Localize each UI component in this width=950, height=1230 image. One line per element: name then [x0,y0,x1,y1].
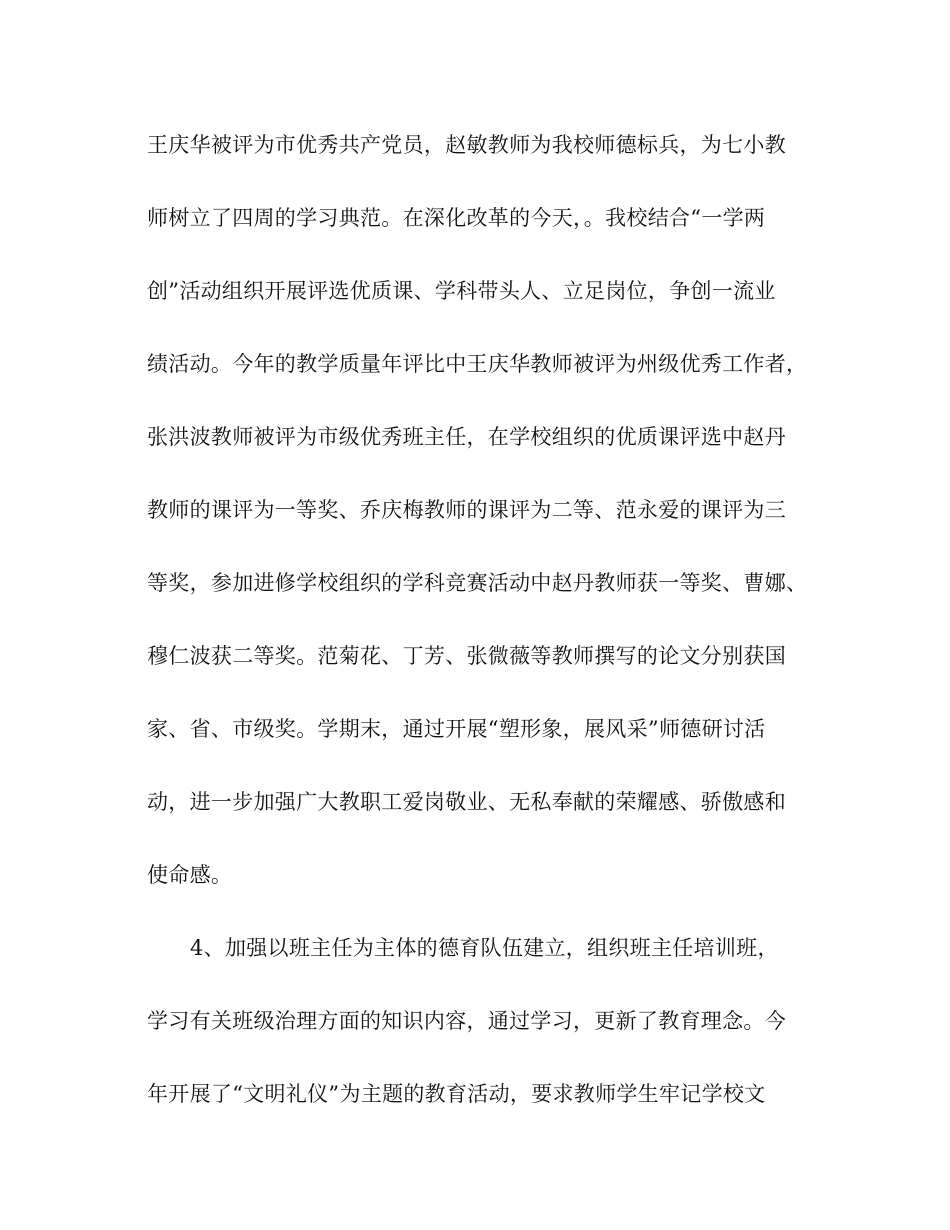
paragraph-line-10: 动，进一步加强广大教职工爱岗敬业、无私奉献的荣耀感、骄傲感和 [147,790,786,814]
paragraph-line-8: 穆仁波获二等奖。范菊花、丁芳、张微薇等教师撰写的论文分别获国 [147,644,786,668]
paragraph-line-9: 家、省、市级奖。学期末，通过开展“塑形象，展风采”师德研讨活 [147,717,766,741]
paragraph-line-13: 学习有关班级治理方面的知识内容，通过学习，更新了教育理念。今 [147,1009,786,1033]
paragraph-line-1: 王庆华被评为市优秀共产党员，赵敏教师为我校师德标兵，为七小教 [147,133,786,157]
paragraph-line-3: 创”活动组织开展评选优质课、学科带头人、立足岗位，争创一流业 [147,279,776,303]
paragraph-line-6: 教师的课评为一等奖、乔庆梅教师的课评为二等、范永爱的课评为三 [147,498,786,522]
paragraph-line-4: 绩活动。今年的教学质量年评比中王庆华教师被评为州级优秀工作者， [147,352,808,376]
paragraph-line-14: 年开展了“文明礼仪”为主题的教育活动，要求教师学生牢记学校文 [147,1082,766,1106]
paragraph-line-11: 使命感。 [147,863,233,887]
paragraph-line-2: 师树立了四周的学习典范。在深化改革的今天，。我校结合“一学两 [147,206,766,230]
paragraph-line-7: 等奖，参加进修学校组织的学科竞赛活动中赵丹教师获一等奖、曹娜、 [147,571,808,595]
paragraph-line-12: 4、加强以班主任为主体的德育队伍建立，组织班主任培训班， [190,936,779,960]
paragraph-line-5: 张洪波教师被评为市级优秀班主任，在学校组织的优质课评选中赵丹 [147,425,786,449]
